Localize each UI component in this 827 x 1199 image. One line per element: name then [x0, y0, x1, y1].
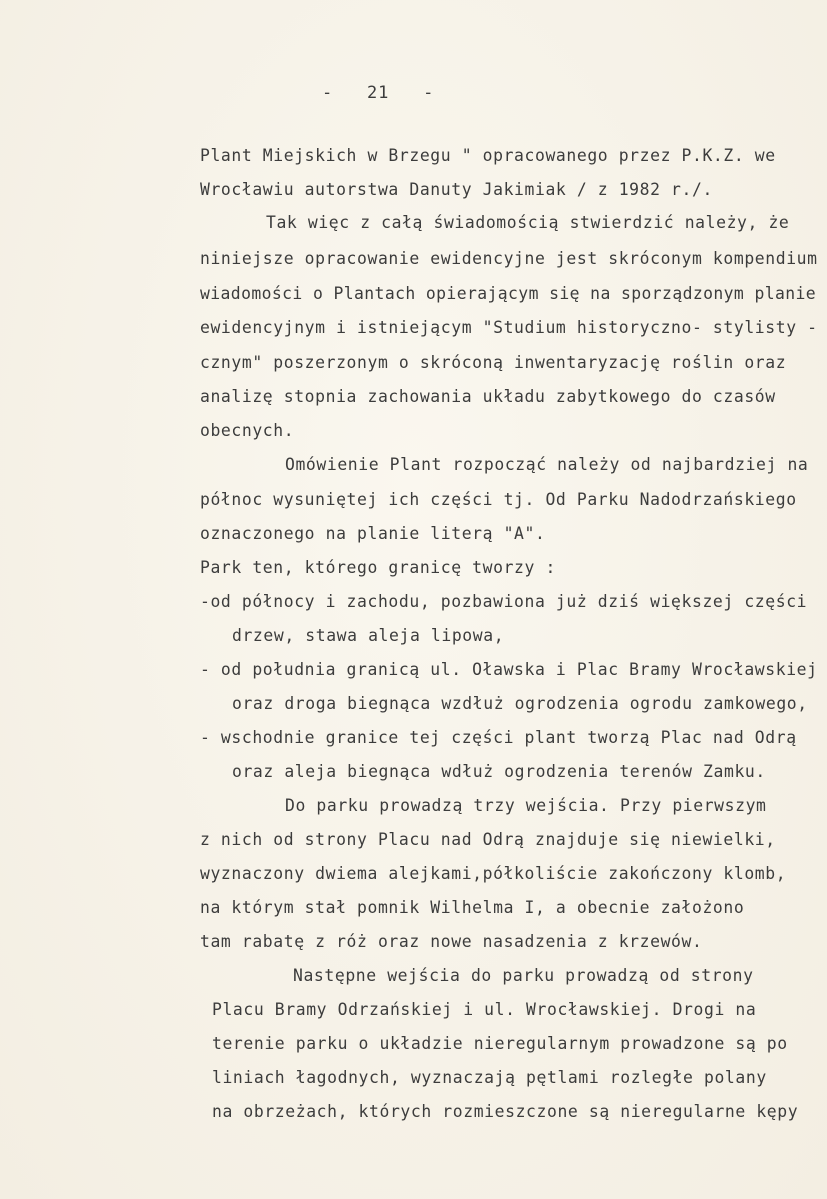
text-line: Omówienie Plant rozpocząć należy od najbardziej na [285, 455, 809, 474]
text-line: tam rabatę z róż oraz nowe nasadzenia z krzewów. [200, 932, 703, 951]
text-line: Placu Bramy Odrzańskiej i ul. Wrocławskiej. Drogi na [212, 1000, 757, 1019]
text-line: - od południa granicą ul. Oławska i Plac Bramy Wrocławskiej [200, 660, 818, 679]
text-line: liniach łagodnych, wyznaczają pętlami rozległe polany [212, 1068, 767, 1087]
text-line: Wrocławiu autorstwa Danuty Jakimiak / z 1982 r./. [200, 180, 713, 199]
text-line: -od północy i zachodu, pozbawiona już dziś większej części [200, 592, 808, 611]
text-line: północ wysuniętej ich części tj. Od Parku Nadodrzańskiego [200, 490, 797, 509]
text-line: na którym stał pomnik Wilhelma I, a obecnie założono [200, 898, 745, 917]
text-line: ewidencyjnym i istniejącym "Studium historyczno- stylisty - [200, 318, 818, 337]
text-line: wyznaczony dwiema alejkami,półkoliście zakończony klomb, [200, 864, 787, 883]
page-number: - 21 - [322, 83, 435, 103]
text-line: obecnych. [200, 421, 295, 440]
text-line: Tak więc z całą świadomością stwierdzić należy, że [266, 213, 790, 232]
text-line: drzew, stawa aleja lipowa, [232, 626, 505, 645]
text-line: oraz droga biegnąca wzdłuż ogrodzenia ogrodu zamkowego, [232, 694, 808, 713]
text-line: analizę stopnia zachowania układu zabytkowego do czasów [200, 387, 776, 406]
text-line: Do parku prowadzą trzy wejścia. Przy pierwszym [285, 796, 767, 815]
text-line: Plant Miejskich w Brzegu " opracowanego przez P.K.Z. we [200, 146, 776, 165]
text-line: wiadomości o Plantach opierającym się na sporządzonym planie [200, 284, 817, 303]
text-line: terenie parku o układzie nieregularnym prowadzone są po [212, 1034, 788, 1053]
text-line: z nich od strony Placu nad Odrą znajduje się niewielki, [200, 830, 776, 849]
text-line: - wschodnie granice tej części plant tworzą Plac nad Odrą [200, 728, 797, 747]
text-line: Park ten, którego granicę tworzy : [200, 558, 556, 577]
text-line: oznaczonego na planie literą "A". [200, 524, 546, 543]
text-line: oraz aleja biegnąca wdłuż ogrodzenia terenów Zamku. [232, 762, 766, 781]
text-line: cznym" poszerzonym o skróconą inwentaryzację roślin oraz [200, 353, 787, 372]
text-line: niniejsze opracowanie ewidencyjne jest skróconym kompendium [200, 249, 818, 268]
text-line: Następne wejścia do parku prowadzą od strony [293, 966, 754, 985]
text-line: na obrzeżach, których rozmieszczone są nieregularne kępy [212, 1102, 799, 1121]
